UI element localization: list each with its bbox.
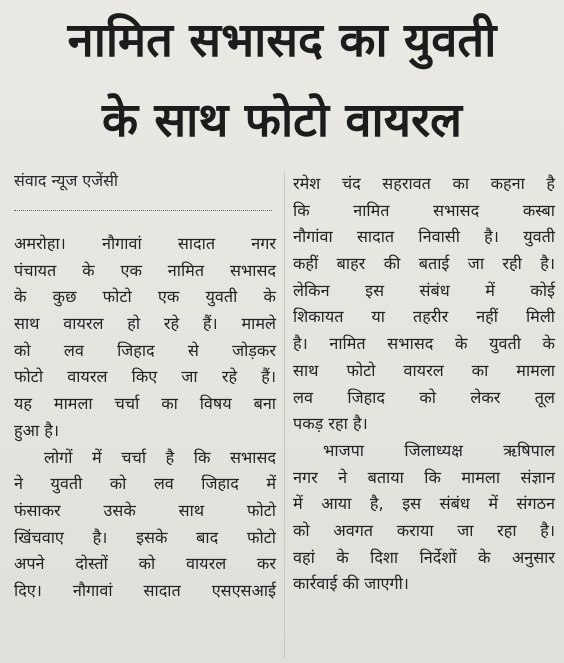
text-line: में आया है, इस संबंध में संगठन bbox=[293, 494, 555, 514]
text-line: है। नामित सभासद के युवती के bbox=[293, 334, 555, 354]
text-line: कहीं बाहर की बताई जा रही है। bbox=[293, 254, 555, 274]
column-divider bbox=[284, 172, 285, 658]
text-line: पकड़ रहा है। bbox=[293, 414, 368, 434]
text-line: फंसाकर उसके साथ फोटो bbox=[14, 500, 276, 520]
text-line: लेकिन इस संबंध में कोई bbox=[293, 280, 555, 300]
text-line: अपने दोस्तों को वायरल कर bbox=[14, 554, 276, 574]
text-line: यह मामला चर्चा का विषय बना bbox=[14, 394, 276, 414]
text-line: साथ फोटो वायरल का मामला bbox=[293, 360, 555, 380]
text-line: को अवगत कराया जा रहा है। bbox=[293, 520, 555, 540]
text-line: अमरोहा। नौगावां सादात नगर bbox=[14, 234, 276, 253]
text-line: नौगांवा सादात निवासी है। युवती bbox=[293, 227, 555, 247]
text-line: कार्रवाई की जाएगी। bbox=[293, 574, 409, 594]
text-line: पंचायत के एक नामित सभासद bbox=[14, 260, 276, 280]
text-line: दिए। नौगावां सादात एसएसआई bbox=[14, 580, 276, 600]
text-line: के कुछ फोटो एक युवती के bbox=[14, 287, 276, 307]
text-line: कि नामित सभासद कस्बा bbox=[293, 200, 555, 220]
byline-divider bbox=[14, 210, 272, 211]
text-line: लव जिहाद को लेकर तूल bbox=[293, 387, 555, 407]
text-line: साथ वायरल हो रहे हैं। मामले bbox=[14, 314, 276, 334]
text-line: फोटो वायरल किए जा रहे हैं। bbox=[14, 367, 276, 387]
text-line: ने युवती को लव जिहाद में bbox=[14, 474, 276, 494]
text-line: खिंचवाए है। इसके बाद फोटो bbox=[14, 527, 276, 547]
article-column-left bbox=[14, 231, 276, 605]
headline-line-2: के साथ फोटो वायरल bbox=[101, 93, 463, 148]
text-line: को लव जिहाद से जोड़कर bbox=[14, 340, 276, 360]
text-line: शिकायत या तहरीर नहीं मिली bbox=[293, 307, 555, 327]
article-column-right bbox=[293, 171, 555, 598]
text-line: लोगों में चर्चा है कि सभासद bbox=[44, 447, 276, 467]
text-line: हुआ है। bbox=[14, 420, 60, 440]
text-line: नगर ने बताया कि मामला संज्ञान bbox=[293, 467, 555, 487]
text-line: वहां के दिशा निर्देशों के अनुसार bbox=[293, 547, 555, 567]
text-line: भाजपा जिलाध्यक्ष ऋषिपाल bbox=[323, 440, 555, 460]
byline: संवाद न्यूज एजेंसी bbox=[14, 171, 119, 190]
headline-line-1: नामित सभासद का युवती bbox=[67, 13, 497, 68]
text-line: रमेश चंद सहरावत का कहना है bbox=[293, 174, 555, 193]
